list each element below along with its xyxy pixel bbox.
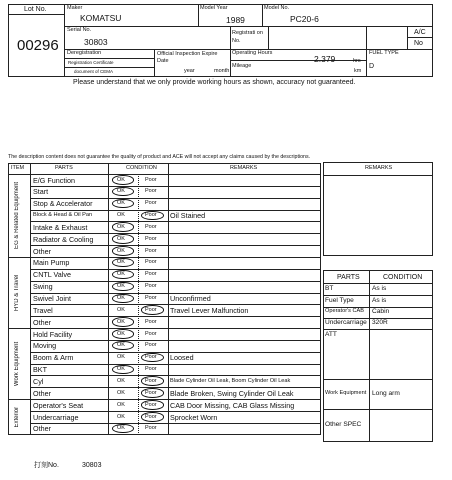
ok-option: OK — [117, 389, 125, 396]
part-label: Other — [33, 388, 51, 398]
poor-option: Poor — [145, 212, 157, 219]
ok-circle-mark — [112, 199, 134, 209]
remark-text: Blade Cylinder Oil Leak, Boom Cylinder Oil Leak — [170, 378, 291, 385]
poor-option: Poor — [145, 200, 157, 207]
ok-option: OK — [117, 354, 125, 361]
part-label: Stop & Accelerator — [33, 199, 93, 209]
part-label: Start — [33, 187, 49, 197]
poor-circle-mark — [141, 388, 164, 398]
part-label: Cyl — [33, 376, 44, 386]
poor-circle-mark — [141, 412, 164, 422]
spec-condition-value: As is — [372, 284, 387, 292]
part-label: Intake & Exhaust — [33, 222, 88, 232]
maker-label: Maker — [67, 5, 83, 11]
ok-option: OK — [117, 176, 125, 183]
spec-part-label: Operator's CAB — [325, 308, 364, 314]
group-label: EG & Related Equipment — [14, 181, 20, 249]
column-header-item: ITEM — [11, 165, 25, 171]
month-label: month — [214, 68, 230, 74]
model-no-label: Model No. — [264, 5, 290, 11]
ok-option: OK — [117, 377, 125, 384]
poor-option: Poor — [145, 354, 157, 361]
ok-option: OK — [117, 366, 125, 373]
ok-circle-mark — [112, 234, 134, 244]
ok-circle-mark — [112, 282, 134, 292]
spec-part-label: Work Equipment — [325, 389, 367, 396]
poor-option: Poor — [145, 318, 157, 325]
poor-circle-mark — [141, 400, 164, 410]
part-label: Operator's Seat — [33, 400, 84, 410]
year-label: year — [184, 68, 195, 74]
part-label: Swing — [33, 282, 53, 292]
poor-option: Poor — [145, 306, 157, 313]
part-label: Undercarriage — [33, 412, 79, 422]
poor-option: Poor — [145, 413, 157, 420]
poor-option: Poor — [145, 342, 157, 349]
part-label: Other — [33, 246, 51, 256]
spec-part-label: BT — [325, 284, 334, 292]
remark-text: Unconfirmed — [170, 294, 211, 303]
fuel-type-label: FUEL TYPE — [369, 50, 399, 56]
poor-option: Poor — [145, 295, 157, 301]
group-label: Work Equipment — [14, 341, 20, 386]
serial-value: 30803 — [84, 37, 108, 47]
spec-condition-value: 320R — [372, 319, 388, 326]
ok-option: OK — [117, 200, 125, 207]
remark-text: Loosed — [170, 353, 194, 363]
part-label: E/G Function — [33, 175, 75, 185]
ok-option: OK — [117, 212, 125, 219]
remark-text: Oil Stained — [170, 211, 206, 221]
ok-option: OK — [117, 342, 125, 349]
model-no-value: PC20-6 — [290, 14, 319, 24]
ok-circle-mark — [112, 294, 134, 304]
spec-condition-value: Cabin — [372, 308, 390, 315]
part-label: Moving — [33, 341, 57, 351]
ok-circle-mark — [112, 365, 134, 375]
spec-part-label: ATT — [325, 331, 337, 338]
remark-text: Blade Broken, Swing Cylinder Oil Leak — [170, 388, 294, 398]
column-header-parts: PARTS — [55, 165, 73, 171]
part-label: BKT — [33, 365, 47, 375]
spec-header-condition: CONDITION — [383, 273, 423, 281]
ok-option: OK — [117, 306, 125, 313]
lot-number: 00296 — [17, 37, 59, 54]
poor-option: Poor — [145, 235, 157, 242]
ok-option: OK — [117, 235, 125, 242]
part-label: Other — [33, 424, 51, 434]
stamp-no-value: 30803 — [82, 462, 102, 469]
remarks-box-label: REMARKS — [365, 165, 393, 171]
document-label: document of CEMA — [74, 69, 114, 74]
poor-option: Poor — [145, 401, 157, 408]
part-label: Other — [33, 317, 51, 327]
remarks-box — [323, 162, 433, 256]
part-label: Swivel Joint — [33, 294, 71, 303]
ok-circle-mark — [112, 222, 134, 232]
part-label: CNTL Valve — [33, 270, 71, 280]
mileage-label: Mileage — [232, 63, 252, 69]
part-label: Boom & Arm — [33, 353, 74, 363]
group-label: HYD & Travel — [14, 274, 20, 311]
model-year-label: Model Year — [200, 5, 228, 11]
part-label: Block & Head & Oil Pan — [33, 212, 93, 219]
part-label: Main Pump — [33, 258, 70, 268]
poor-option: Poor — [145, 366, 157, 373]
quality-disclaimer: The description content does not guarantee the quality of product and ACE will not accept any claims caused by the descriptions. — [8, 154, 311, 160]
poor-option: Poor — [145, 247, 157, 254]
ok-option: OK — [117, 283, 125, 290]
ac-label: A/C — [414, 29, 426, 36]
maker-value: KOMATSU — [80, 13, 122, 23]
operating-hours-label: Operating Hours — [232, 50, 273, 56]
km-label: km — [354, 68, 362, 74]
ok-option: OK — [117, 271, 125, 278]
operating-hours-value: 2.379 — [314, 54, 336, 64]
ok-option: OK — [117, 188, 125, 195]
spec-condition-value: Long arm — [372, 389, 400, 397]
hours-disclaimer: Please understand that we only provide working hours as shown, accuracy not guaranteed. — [73, 79, 356, 86]
part-label: Travel — [33, 305, 53, 315]
poor-option: Poor — [145, 188, 157, 195]
column-header-condition: CONDITION — [126, 165, 157, 171]
poor-option: Poor — [145, 389, 157, 396]
remark-text: Travel Lever Malfunction — [170, 305, 249, 315]
ok-option: OK — [117, 401, 125, 408]
ok-circle-mark — [112, 317, 134, 327]
poor-option: Poor — [145, 271, 157, 278]
spec-part-label: Undercarriage — [325, 319, 367, 326]
serial-label: Serial No. — [67, 27, 92, 33]
group-label: Exterior — [14, 406, 20, 428]
part-label: Radiator & Cooling — [33, 234, 94, 244]
fuel-type-value: D — [369, 63, 375, 70]
poor-circle-mark — [141, 305, 164, 315]
poor-option: Poor — [145, 176, 157, 183]
ok-option: OK — [117, 330, 125, 337]
remark-text: CAB Door Missing, CAB Glass Missing — [170, 400, 295, 410]
column-header-remarks: REMARKS — [230, 165, 258, 171]
lot-label: Lot No. — [24, 6, 47, 13]
remark-text: Sprocket Worn — [170, 412, 218, 422]
ok-circle-mark — [112, 246, 134, 256]
ok-circle-mark — [112, 329, 134, 339]
hrs-label: hrs — [353, 58, 361, 64]
ok-option: OK — [117, 223, 125, 230]
model-year-value: 1989 — [226, 15, 245, 25]
ok-option: OK — [117, 413, 125, 420]
poor-option: Poor — [145, 330, 157, 337]
spec-part-label: Fuel Type — [325, 296, 354, 304]
ac-value: No — [414, 40, 423, 47]
spec-header-parts: PARTS — [337, 273, 360, 281]
part-label: Hold Facility — [33, 329, 73, 339]
stamp-no-label: 打刻No. — [34, 462, 59, 469]
deregistration-label: Deregistration — [67, 50, 102, 56]
ok-option: OK — [117, 259, 125, 266]
spec-part-label: Other SPEC — [325, 421, 362, 428]
ok-option: OK — [117, 425, 125, 432]
ok-option: OK — [117, 247, 125, 254]
poor-option: Poor — [145, 223, 157, 230]
spec-condition-value: As is — [372, 296, 387, 304]
poor-circle-mark — [141, 211, 164, 221]
registration-label: Registrati on No. — [232, 30, 263, 44]
ok-option: OK — [117, 318, 125, 325]
ok-circle-mark — [112, 175, 134, 185]
poor-option: Poor — [145, 259, 157, 266]
poor-circle-mark — [141, 376, 164, 386]
official-inspection-label: Official Inspection Expire Date — [157, 51, 218, 65]
poor-option: Poor — [145, 283, 157, 290]
poor-option: Poor — [145, 425, 157, 432]
registration-certificate-label: Registration Certificate — [68, 60, 114, 65]
ok-option: OK — [117, 295, 125, 301]
poor-option: Poor — [145, 377, 157, 384]
